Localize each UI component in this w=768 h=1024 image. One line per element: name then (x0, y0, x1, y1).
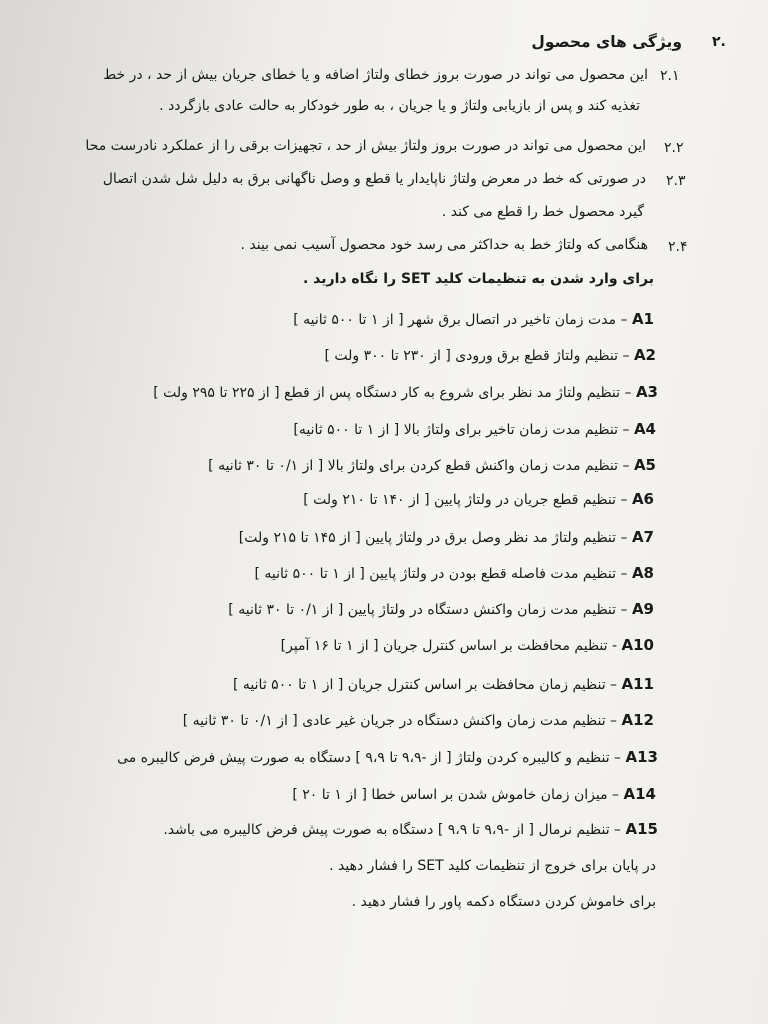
setting-row-a1 (293, 310, 654, 329)
settings-intro: برای وارد شدن به تنظیمات کلید SET را نگاه دارید . (302, 271, 654, 287)
setting-row-a12 (183, 711, 654, 730)
setting-row-a15 (163, 820, 658, 839)
setting-code: A12 (621, 711, 654, 729)
setting-row-a5 (208, 456, 656, 475)
setting-code: A1 (631, 310, 654, 328)
setting-code: A11 (621, 675, 654, 693)
setting-code: A10 (621, 636, 654, 654)
setting-text: – تنظیم ولتاژ مد نظر وصل برق در ولتاژ پایین [ از ۱۴۵ تا ۲۱۵ ولت] (238, 530, 628, 546)
item-line: هنگامی که ولتاژ خط به حداکثر می رسد خود محصول آسیب نمی بیند . (240, 237, 648, 253)
setting-code: A15 (625, 820, 658, 838)
section-number: ۲. (712, 34, 726, 50)
footer-line-exit: در پایان برای خروج از تنظیمات کلید SET را فشار دهید . (329, 858, 656, 874)
section-title: ویژگی های محصول (531, 33, 682, 51)
setting-row-a8 (254, 564, 654, 583)
setting-row-a7 (239, 528, 654, 547)
setting-row-a9 (228, 600, 654, 619)
item-number: ۲.۲ (664, 140, 684, 156)
setting-code: A14 (623, 785, 656, 803)
setting-text: – تنظیم مدت زمان واکنش دستگاه در جریان غیر عادی [ از ۰/۱ تا ۳۰ ثانیه ] (182, 713, 618, 729)
setting-row-a3 (153, 383, 658, 402)
setting-row-a14 (292, 785, 656, 804)
setting-code: A13 (625, 748, 658, 766)
setting-text: – تنظیم مدت فاصله قطع بودن در ولتاژ پایین [ از ۱ تا ۵۰۰ ثانیه ] (254, 566, 628, 582)
setting-text: – تنظیم ولتاژ مد نظر برای شروع به کار دستگاه پس از قطع [ از ۲۲۵ تا ۲۹۵ ولت ] (153, 385, 632, 401)
item-number: ۲.۳ (666, 173, 686, 189)
item-line: در صورتی که خط در معرض ولتاژ ناپایدار یا قطع و وصل ناگهانی برق به دلیل شل شدن اتصال (102, 171, 646, 187)
setting-row-a11 (233, 675, 654, 694)
item-line: این محصول می تواند در صورت بروز خطای ولتاژ اضافه و یا خطای جریان بیش از حد ، در خط (103, 67, 648, 83)
setting-text: - تنظیم محافظت بر اساس کنترل جریان [ از ۱ تا ۱۶ آمپر] (280, 638, 618, 654)
setting-code: A7 (631, 528, 654, 546)
item-line: این محصول می تواند در صورت بروز ولتاژ بیش از حد ، تجهیزات برقی را از عملکرد نادرست محا (85, 138, 646, 154)
footer-line-power: برای خاموش کردن دستگاه دکمه پاور را فشار دهید . (351, 894, 656, 910)
item-number: ۲.۱ (660, 68, 680, 84)
setting-text: – تنظیم مدت زمان تاخیر برای ولتاژ بالا [ از ۱ تا ۵۰۰ ثانیه] (293, 422, 630, 438)
setting-code: A2 (633, 346, 656, 364)
setting-row-a4 (293, 420, 656, 439)
setting-row-a10 (281, 636, 654, 655)
setting-row-a2 (324, 346, 656, 365)
setting-code: A4 (633, 420, 656, 438)
setting-row-a13 (117, 748, 658, 767)
setting-text: – تنظیم مدت زمان واکنش دستگاه در ولتاژ پایین [ از ۰/۱ تا ۳۰ ثانیه ] (228, 602, 628, 618)
item-line: گیرد محصول خط را قطع می کند . (441, 204, 644, 220)
setting-text: – تنظیم و کالیبره کردن ولتاژ [ از -۹،۹ تا ۹،۹ ] دستگاه به صورت پیش فرض کالیبره می (117, 750, 622, 766)
setting-text: – میزان زمان خاموش شدن بر اساس خطا [ از ۱ تا ۲۰ ] (292, 787, 620, 803)
setting-code: A9 (631, 600, 654, 618)
setting-code: A8 (631, 564, 654, 582)
setting-text: – تنظیم ولتاژ قطع برق ورودی [ از ۲۳۰ تا ۳۰۰ ولت ] (324, 348, 630, 364)
setting-text: – تنظیم قطع جریان در ولتاژ پایین [ از ۱۴۰ تا ۲۱۰ ولت ] (303, 492, 628, 508)
item-number: ۲.۴ (668, 239, 688, 255)
setting-code: A5 (633, 456, 656, 474)
setting-text: – مدت زمان تاخیر در اتصال برق شهر [ از ۱ تا ۵۰۰ ثانیه ] (293, 312, 628, 328)
setting-code: A3 (635, 383, 658, 401)
item-line: تغذیه کند و پس از بازیابی ولتاژ و یا جریان ، به طور خودکار به حالت عادی بازگردد . (159, 98, 640, 114)
setting-code: A6 (631, 490, 654, 508)
setting-row-a6 (303, 490, 654, 509)
setting-text: – تنظیم مدت زمان واکنش قطع کردن برای ولتاژ بالا [ از ۰/۱ تا ۳۰ ثانیه ] (208, 458, 630, 474)
setting-text: – تنظیم نرمال [ از -۹،۹ تا ۹،۹ ] دستگاه به صورت پیش فرض کالیبره می باشد. (163, 822, 622, 838)
setting-text: – تنظیم زمان محافظت بر اساس کنترل جریان [ از ۱ تا ۵۰۰ ثانیه ] (233, 677, 618, 693)
